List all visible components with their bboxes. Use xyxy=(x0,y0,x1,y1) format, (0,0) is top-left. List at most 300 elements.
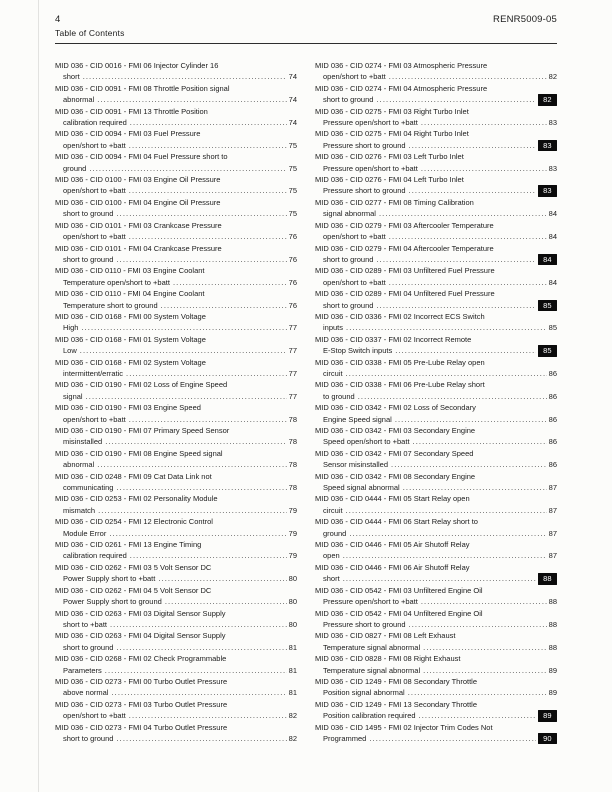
toc-entry-continuation-line xyxy=(315,528,557,539)
toc-entry-continuation-text: short to +batt xyxy=(63,619,107,629)
toc-page-number: 83 xyxy=(548,163,557,173)
toc-entry-continuation-line xyxy=(315,208,557,219)
toc-page-number: 76 xyxy=(288,254,297,264)
toc-entry-continuation-text: calibration required xyxy=(63,118,127,128)
toc-entry-continuation-line xyxy=(315,231,557,242)
toc-entry-title-line: MID 036 - CID 1495 - FMI 02 Injector Trim Codes Not xyxy=(315,722,493,732)
toc-entry[interactable] xyxy=(55,722,297,745)
toc-entry-continuation-text: communicating xyxy=(63,483,114,493)
toc-entry-title-line: MID 036 - CID 0263 - FMI 04 Digital Sensor Supply xyxy=(55,631,226,641)
toc-entry-continuation-line xyxy=(55,140,297,151)
toc-entry-continuation-line xyxy=(55,642,297,653)
toc-page-number: 77 xyxy=(288,346,297,356)
toc-entry-title-line: MID 036 - CID 0190 - FMI 07 Primary Speed Sensor xyxy=(55,426,230,435)
dot-leader xyxy=(83,71,287,82)
toc-page-number: 82 xyxy=(548,72,557,82)
toc-entry-continuation-line xyxy=(315,368,557,379)
toc-entry-continuation-text: calibration required xyxy=(63,551,127,561)
toc-entry[interactable] xyxy=(315,334,557,357)
toc-entry-continuation-line xyxy=(55,665,297,676)
toc-entry[interactable] xyxy=(55,311,297,334)
toc-entry-continuation-text: Pressure short to ground xyxy=(323,140,406,150)
toc-entry-title-line: MID 036 - CID 0279 - FMI 03 Aftercooler Temperature xyxy=(315,220,494,230)
toc-entry-continuation-line xyxy=(315,94,557,105)
scan-edge-artifact xyxy=(38,0,39,792)
toc-entry-title-line: MID 036 - CID 0168 - FMI 02 System Voltage xyxy=(55,357,206,367)
toc-entry-continuation-text: Pressure open/short to +batt xyxy=(323,163,418,173)
toc-entry-continuation-text: Power Supply short to ground xyxy=(63,597,162,607)
toc-entry-title-line: MID 036 - CID 0444 - FMI 06 Start Relay short to xyxy=(315,517,478,527)
toc-page-number: 76 xyxy=(288,277,297,287)
toc-entry[interactable] xyxy=(55,288,297,311)
toc-entry[interactable] xyxy=(315,265,557,288)
dot-leader xyxy=(105,665,287,676)
toc-entry-title-line: MID 036 - CID 0336 - FMI 02 Incorrect ECS Switch xyxy=(315,311,485,321)
toc-entry-continuation-text: intermittent/erratic xyxy=(63,368,124,378)
toc-entry-continuation-line xyxy=(315,505,557,516)
toc-entry[interactable] xyxy=(315,128,557,151)
toc-entry-continuation-line xyxy=(315,596,557,607)
dot-leader xyxy=(346,322,547,333)
dot-leader xyxy=(129,231,287,242)
toc-entry-title-line: MID 036 - CID 0254 - FMI 12 Electronic Control xyxy=(55,517,213,527)
toc-page-number: 80 xyxy=(288,597,297,607)
toc-entry-continuation-line xyxy=(55,345,297,356)
toc-entry-continuation-text: Speed open/short to +batt xyxy=(323,437,410,447)
toc-entry-continuation-text: Temperature open/short to +batt xyxy=(63,277,170,287)
toc-entry-continuation-text: open/short to +batt xyxy=(63,140,126,150)
toc-entry-continuation-text: Temperature signal abnormal xyxy=(323,642,421,652)
toc-page-number: 86 xyxy=(548,391,557,401)
toc-entry-continuation-text: Module Error xyxy=(63,528,107,538)
toc-page-number-highlighted: 83 xyxy=(538,185,557,196)
dot-leader xyxy=(343,573,536,584)
toc-page-number: 78 xyxy=(288,483,297,493)
toc-entry-continuation-line xyxy=(55,117,297,128)
dot-leader xyxy=(158,573,286,584)
toc-entry-continuation-text: Engine Speed signal xyxy=(323,414,392,424)
dot-leader xyxy=(376,254,535,265)
folio-page-number: 4 xyxy=(55,14,61,25)
toc-page-number: 87 xyxy=(548,528,557,538)
toc-entry-title-line: MID 036 - CID 0342 - FMI 03 Secondary Engine xyxy=(315,426,476,435)
toc-page-number: 80 xyxy=(288,574,297,584)
toc-entry-continuation-text: short to ground xyxy=(323,300,374,310)
toc-entry[interactable] xyxy=(55,493,297,516)
toc-entry[interactable] xyxy=(315,539,557,562)
toc-entry[interactable] xyxy=(55,265,297,288)
toc-page-number: 89 xyxy=(548,665,557,675)
toc-page-number: 81 xyxy=(288,688,297,698)
dot-leader xyxy=(105,436,286,447)
toc-entry[interactable] xyxy=(55,243,297,266)
toc-entry[interactable] xyxy=(315,83,557,106)
dot-leader xyxy=(110,619,287,630)
toc-entry-title-line: MID 036 - CID 0268 - FMI 02 Check Programmable xyxy=(55,654,227,664)
toc-entry[interactable] xyxy=(315,516,557,539)
toc-entry[interactable] xyxy=(55,562,297,585)
toc-entry-title-line: MID 036 - CID 0016 - FMI 06 Injector Cylinder 16 xyxy=(55,61,219,70)
toc-entry[interactable] xyxy=(315,402,557,425)
toc-entry-continuation-line xyxy=(315,345,557,356)
toc-entry-continuation-text: abnormal xyxy=(63,460,95,470)
dot-leader xyxy=(389,71,547,82)
toc-page-number: 75 xyxy=(288,140,297,150)
dot-leader xyxy=(89,163,286,174)
toc-body xyxy=(55,60,557,744)
toc-entry-title-line: MID 036 - CID 0100 - FMI 04 Engine Oil Pressure xyxy=(55,197,221,207)
toc-entry-continuation-line xyxy=(55,94,297,105)
toc-entry-title-line: MID 036 - CID 0276 - FMI 04 Left Turbo Inlet xyxy=(315,175,464,185)
toc-entry-continuation-line xyxy=(55,300,297,311)
toc-entry-title-line: MID 036 - CID 0100 - FMI 03 Engine Oil Pressure xyxy=(55,175,221,185)
toc-entry-continuation-text: open/short to +batt xyxy=(323,72,386,82)
toc-entry-title-line: MID 036 - CID 0338 - FMI 06 Pre-Lube Relay short xyxy=(315,380,485,390)
toc-entry[interactable] xyxy=(55,653,297,676)
toc-entry[interactable] xyxy=(315,653,557,676)
toc-entry[interactable] xyxy=(315,448,557,471)
toc-page-number: 82 xyxy=(288,711,297,721)
dot-leader xyxy=(389,277,547,288)
dot-leader xyxy=(421,596,547,607)
toc-entry-continuation-text: E-Stop Switch inputs xyxy=(323,346,393,356)
toc-entry-continuation-text: signal abnormal xyxy=(323,209,376,219)
toc-entry-continuation-line xyxy=(315,391,557,402)
toc-entry[interactable] xyxy=(55,379,297,402)
toc-entry-continuation-line xyxy=(55,710,297,721)
toc-entry[interactable] xyxy=(55,585,297,608)
toc-entry-continuation-text: Pressure short to ground xyxy=(323,619,406,629)
toc-entry-continuation-text: open/short to +batt xyxy=(63,711,126,721)
toc-entry-continuation-text: High xyxy=(63,323,79,333)
toc-entry[interactable] xyxy=(315,357,557,380)
toc-entry-continuation-line xyxy=(315,550,557,561)
toc-page-number-highlighted: 83 xyxy=(538,140,557,151)
toc-page-number-highlighted: 89 xyxy=(538,710,557,721)
toc-entry[interactable] xyxy=(55,128,297,151)
dot-leader xyxy=(403,482,547,493)
toc-page-number: 75 xyxy=(288,163,297,173)
toc-entry-continuation-line xyxy=(315,733,557,744)
toc-entry-continuation-text: open/short to +batt xyxy=(63,232,126,242)
toc-entry[interactable] xyxy=(55,539,297,562)
toc-page-number: 81 xyxy=(288,665,297,675)
toc-page-number: 81 xyxy=(288,642,297,652)
toc-page-number: 86 xyxy=(548,460,557,470)
toc-entry[interactable] xyxy=(315,288,557,311)
toc-entry[interactable] xyxy=(315,608,557,631)
toc-entry[interactable] xyxy=(315,425,557,448)
toc-entry[interactable] xyxy=(315,220,557,243)
dot-leader xyxy=(161,300,287,311)
toc-entry-continuation-text: Pressure open/short to +batt xyxy=(323,118,418,128)
toc-entry-continuation-text: ground xyxy=(323,528,347,538)
toc-entry-continuation-text: above normal xyxy=(63,688,109,698)
toc-page-number-highlighted: 88 xyxy=(538,573,557,584)
dot-leader xyxy=(421,117,547,128)
toc-entry-continuation-text: Programmed xyxy=(323,733,367,743)
toc-entry[interactable] xyxy=(55,699,297,722)
toc-entry-continuation-line xyxy=(55,596,297,607)
toc-entry-title-line: MID 036 - CID 0190 - FMI 03 Engine Speed xyxy=(55,403,201,413)
toc-entry-continuation-text: Sensor misinstalled xyxy=(323,460,389,470)
toc-page-number: 74 xyxy=(288,72,297,82)
toc-entry-continuation-line xyxy=(55,163,297,174)
toc-entry-continuation-line xyxy=(55,208,297,219)
toc-entry[interactable] xyxy=(315,585,557,608)
toc-entry[interactable] xyxy=(55,60,297,83)
toc-entry[interactable] xyxy=(55,220,297,243)
toc-entry[interactable] xyxy=(55,676,297,699)
toc-entry-continuation-line xyxy=(55,254,297,265)
dot-leader xyxy=(423,642,547,653)
toc-entry-continuation-text: Pressure short to ground xyxy=(323,186,406,196)
toc-entry[interactable] xyxy=(55,174,297,197)
toc-entry-title-line: MID 036 - CID 0101 - FMI 03 Crankcase Pressure xyxy=(55,220,222,230)
toc-page-number: 89 xyxy=(548,688,557,698)
toc-entry-continuation-line xyxy=(315,185,557,196)
toc-entry-title-line: MID 036 - CID 0190 - FMI 08 Engine Speed signal xyxy=(55,448,223,458)
toc-page-number: 87 xyxy=(548,483,557,493)
toc-page-number: 84 xyxy=(548,209,557,219)
toc-entry-continuation-line xyxy=(315,140,557,151)
dot-leader xyxy=(376,300,535,311)
toc-entry[interactable] xyxy=(315,471,557,494)
document-number: RENR5009-05 xyxy=(493,14,557,25)
toc-entry-continuation-line xyxy=(55,687,297,698)
dot-leader xyxy=(116,482,286,493)
toc-entry-continuation-line xyxy=(55,277,297,288)
toc-page-number: 78 xyxy=(288,437,297,447)
toc-entry-continuation-line xyxy=(55,528,297,539)
dot-leader xyxy=(423,665,547,676)
toc-entry[interactable] xyxy=(55,516,297,539)
toc-page-number: 75 xyxy=(288,209,297,219)
toc-page-number: 75 xyxy=(288,186,297,196)
toc-entry[interactable] xyxy=(315,106,557,129)
toc-page-number: 84 xyxy=(548,232,557,242)
toc-entry-continuation-text: Temperature signal abnormal xyxy=(323,665,421,675)
toc-entry[interactable] xyxy=(315,151,557,174)
dot-leader xyxy=(369,733,535,744)
toc-entry[interactable] xyxy=(55,402,297,425)
toc-page-number-highlighted: 85 xyxy=(538,345,557,356)
toc-entry[interactable] xyxy=(315,379,557,402)
toc-entry-title-line: MID 036 - CID 0274 - FMI 04 Atmospheric Pressure xyxy=(315,83,488,93)
toc-entry[interactable] xyxy=(55,334,297,357)
toc-entry-title-line: MID 036 - CID 0168 - FMI 01 System Voltage xyxy=(55,334,206,344)
dot-leader xyxy=(346,505,547,516)
toc-entry[interactable] xyxy=(315,493,557,516)
dot-leader xyxy=(409,185,536,196)
toc-page-number: 77 xyxy=(288,323,297,333)
toc-page-number-highlighted: 82 xyxy=(538,94,557,105)
toc-entry[interactable] xyxy=(55,106,297,129)
toc-entry-title-line: MID 036 - CID 0276 - FMI 03 Left Turbo Inlet xyxy=(315,152,464,162)
toc-page-number: 79 xyxy=(288,528,297,538)
toc-entry-title-line: MID 036 - CID 0279 - FMI 04 Aftercooler Temperature xyxy=(315,243,494,253)
toc-entry-continuation-line xyxy=(55,459,297,470)
toc-page-number: 84 xyxy=(548,277,557,287)
toc-entry[interactable] xyxy=(55,151,297,174)
toc-page-number-highlighted: 90 xyxy=(538,733,557,744)
toc-page-number: 77 xyxy=(288,391,297,401)
dot-leader xyxy=(126,368,287,379)
dot-leader xyxy=(413,436,547,447)
toc-entry-continuation-line xyxy=(315,163,557,174)
dot-leader xyxy=(173,277,287,288)
toc-entry-title-line: MID 036 - CID 0337 - FMI 02 Incorrect Remote xyxy=(315,334,472,344)
toc-entry[interactable] xyxy=(315,197,557,220)
toc-entry-continuation-line xyxy=(55,71,297,82)
dot-leader xyxy=(129,185,287,196)
dot-leader xyxy=(129,140,287,151)
toc-entry-title-line: MID 036 - CID 0289 - FMI 04 Unfiltered Fuel Pressure xyxy=(315,289,495,299)
toc-entry[interactable] xyxy=(315,722,557,745)
toc-entry[interactable] xyxy=(315,60,557,83)
dot-leader xyxy=(80,345,287,356)
toc-entry[interactable] xyxy=(315,699,557,722)
toc-entry-title-line: MID 036 - CID 0342 - FMI 07 Secondary Speed xyxy=(315,448,474,458)
toc-entry-continuation-line xyxy=(55,573,297,584)
toc-page-number: 78 xyxy=(288,460,297,470)
toc-entry-continuation-line xyxy=(55,482,297,493)
toc-entry-title-line: MID 036 - CID 0110 - FMI 03 Engine Coolant xyxy=(55,266,205,276)
toc-page-number: 79 xyxy=(288,505,297,515)
toc-entry[interactable] xyxy=(55,448,297,471)
dot-leader xyxy=(116,208,286,219)
dot-leader xyxy=(97,94,286,105)
dot-leader xyxy=(395,414,547,425)
toc-entry-continuation-text: Position signal abnormal xyxy=(323,688,405,698)
toc-entry-continuation-line xyxy=(55,733,297,744)
dot-leader xyxy=(165,596,287,607)
toc-entry[interactable] xyxy=(55,608,297,631)
toc-entry-title-line: MID 036 - CID 0273 - FMI 03 Turbo Outlet Pressure xyxy=(55,699,228,709)
dot-leader xyxy=(389,231,547,242)
toc-entry-title-line: MID 036 - CID 0542 - FMI 03 Unfiltered Engine Oil xyxy=(315,585,483,595)
toc-entry[interactable] xyxy=(315,311,557,334)
toc-entry-continuation-text: short to ground xyxy=(63,733,114,743)
toc-entry-continuation-line xyxy=(315,459,557,470)
dot-leader xyxy=(130,550,287,561)
toc-entry-continuation-text: Power Supply short to +batt xyxy=(63,574,156,584)
toc-entry-continuation-text: Temperature short to ground xyxy=(63,300,158,310)
toc-entry-continuation-line xyxy=(315,300,557,311)
dot-leader xyxy=(130,117,287,128)
toc-entry[interactable] xyxy=(315,174,557,197)
toc-entry-title-line: MID 036 - CID 0827 - FMI 08 Left Exhaust xyxy=(315,631,456,641)
toc-entry-title-line: MID 036 - CID 0263 - FMI 03 Digital Sensor Supply xyxy=(55,608,226,618)
toc-page-number: 88 xyxy=(548,597,557,607)
toc-entry-continuation-text: short xyxy=(63,72,80,82)
toc-entry-title-line: MID 036 - CID 0091 - FMI 08 Throttle Position signal xyxy=(55,83,230,93)
toc-entry[interactable] xyxy=(315,243,557,266)
toc-entry-title-line: MID 036 - CID 0273 - FMI 04 Turbo Outlet Pressure xyxy=(55,722,228,732)
toc-entry[interactable] xyxy=(55,357,297,380)
toc-entry-continuation-text: open/short to +batt xyxy=(323,232,386,242)
toc-page-number: 88 xyxy=(548,642,557,652)
toc-entry-title-line: MID 036 - CID 0446 - FMI 06 Air Shutoff Relay xyxy=(315,562,470,572)
toc-entry-continuation-line xyxy=(55,505,297,516)
toc-entry-title-line: MID 036 - CID 0277 - FMI 08 Timing Calibration xyxy=(315,197,474,207)
toc-entry-continuation-text: short to ground xyxy=(63,642,114,652)
toc-entry-title-line: MID 036 - CID 0094 - FMI 03 Fuel Pressure xyxy=(55,129,201,139)
toc-entry-continuation-line xyxy=(315,117,557,128)
toc-entry-title-line: MID 036 - CID 0101 - FMI 04 Crankcase Pressure xyxy=(55,243,222,253)
toc-entry-continuation-text: short xyxy=(323,574,340,584)
toc-entry-continuation-text: Position calibration required xyxy=(323,711,416,721)
dot-leader xyxy=(376,94,535,105)
dot-leader xyxy=(358,391,547,402)
toc-entry-continuation-line xyxy=(55,322,297,333)
toc-entry-title-line: MID 036 - CID 0262 - FMI 04 5 Volt Sensor DC xyxy=(55,585,212,595)
toc-page-number: 74 xyxy=(288,95,297,105)
toc-entry-title-line: MID 036 - CID 0091 - FMI 13 Throttle Position xyxy=(55,106,208,116)
toc-entry[interactable] xyxy=(55,83,297,106)
toc-entry[interactable] xyxy=(315,562,557,585)
toc-entry-title-line: MID 036 - CID 0446 - FMI 05 Air Shutoff Relay xyxy=(315,540,470,550)
dot-leader xyxy=(116,733,286,744)
toc-page-number: 77 xyxy=(288,368,297,378)
toc-entry-continuation-line xyxy=(315,687,557,698)
toc-entry[interactable] xyxy=(55,425,297,448)
toc-entry-continuation-line xyxy=(55,391,297,402)
toc-entry[interactable] xyxy=(55,630,297,653)
toc-entry-continuation-line xyxy=(55,185,297,196)
toc-entry-title-line: MID 036 - CID 0338 - FMI 05 Pre-Lube Relay open xyxy=(315,357,485,367)
toc-entry[interactable] xyxy=(315,676,557,699)
toc-page-number: 76 xyxy=(288,232,297,242)
toc-column-right xyxy=(315,60,557,744)
toc-entry-continuation-line xyxy=(315,573,557,584)
toc-entry-continuation-text: open/short to +batt xyxy=(323,277,386,287)
toc-page-number: 82 xyxy=(288,733,297,743)
toc-entry-continuation-line xyxy=(315,482,557,493)
toc-entry-title-line: MID 036 - CID 0168 - FMI 00 System Voltage xyxy=(55,311,206,321)
toc-entry[interactable] xyxy=(315,630,557,653)
toc-entry-continuation-text: open xyxy=(323,551,340,561)
toc-entry[interactable] xyxy=(55,197,297,220)
toc-entry[interactable] xyxy=(55,471,297,494)
toc-entry-title-line: MID 036 - CID 0262 - FMI 03 5 Volt Sensor DC xyxy=(55,562,212,572)
toc-entry-continuation-line xyxy=(55,619,297,630)
toc-entry-title-line: MID 036 - CID 0444 - FMI 05 Start Relay open xyxy=(315,494,470,504)
toc-entry-title-line: MID 036 - CID 0248 - FMI 09 Cat Data Link not xyxy=(55,471,212,481)
toc-entry-title-line: MID 036 - CID 0253 - FMI 02 Personality Module xyxy=(55,494,218,504)
toc-entry-title-line: MID 036 - CID 0110 - FMI 04 Engine Coolant xyxy=(55,289,205,299)
toc-entry-title-line: MID 036 - CID 0274 - FMI 03 Atmospheric Pressure xyxy=(315,61,488,70)
dot-leader xyxy=(419,710,536,721)
toc-entry-continuation-line xyxy=(315,414,557,425)
toc-entry-continuation-text: Speed signal abnormal xyxy=(323,483,400,493)
toc-entry-continuation-text: abnormal xyxy=(63,95,95,105)
dot-leader xyxy=(349,528,546,539)
toc-entry-continuation-text: short to ground xyxy=(63,209,114,219)
dot-leader xyxy=(379,208,547,219)
toc-entry-continuation-text: mismatch xyxy=(63,505,96,515)
toc-page-number: 74 xyxy=(288,118,297,128)
dot-leader xyxy=(81,322,286,333)
toc-entry-continuation-line xyxy=(315,665,557,676)
toc-entry-continuation-text: Parameters xyxy=(63,665,102,675)
toc-entry-continuation-text: short to ground xyxy=(323,95,374,105)
toc-page-number: 86 xyxy=(548,437,557,447)
toc-page-number-highlighted: 85 xyxy=(538,300,557,311)
toc-page-number: 87 xyxy=(548,551,557,561)
toc-entry-continuation-text: circuit xyxy=(323,505,343,515)
dot-leader xyxy=(409,140,536,151)
